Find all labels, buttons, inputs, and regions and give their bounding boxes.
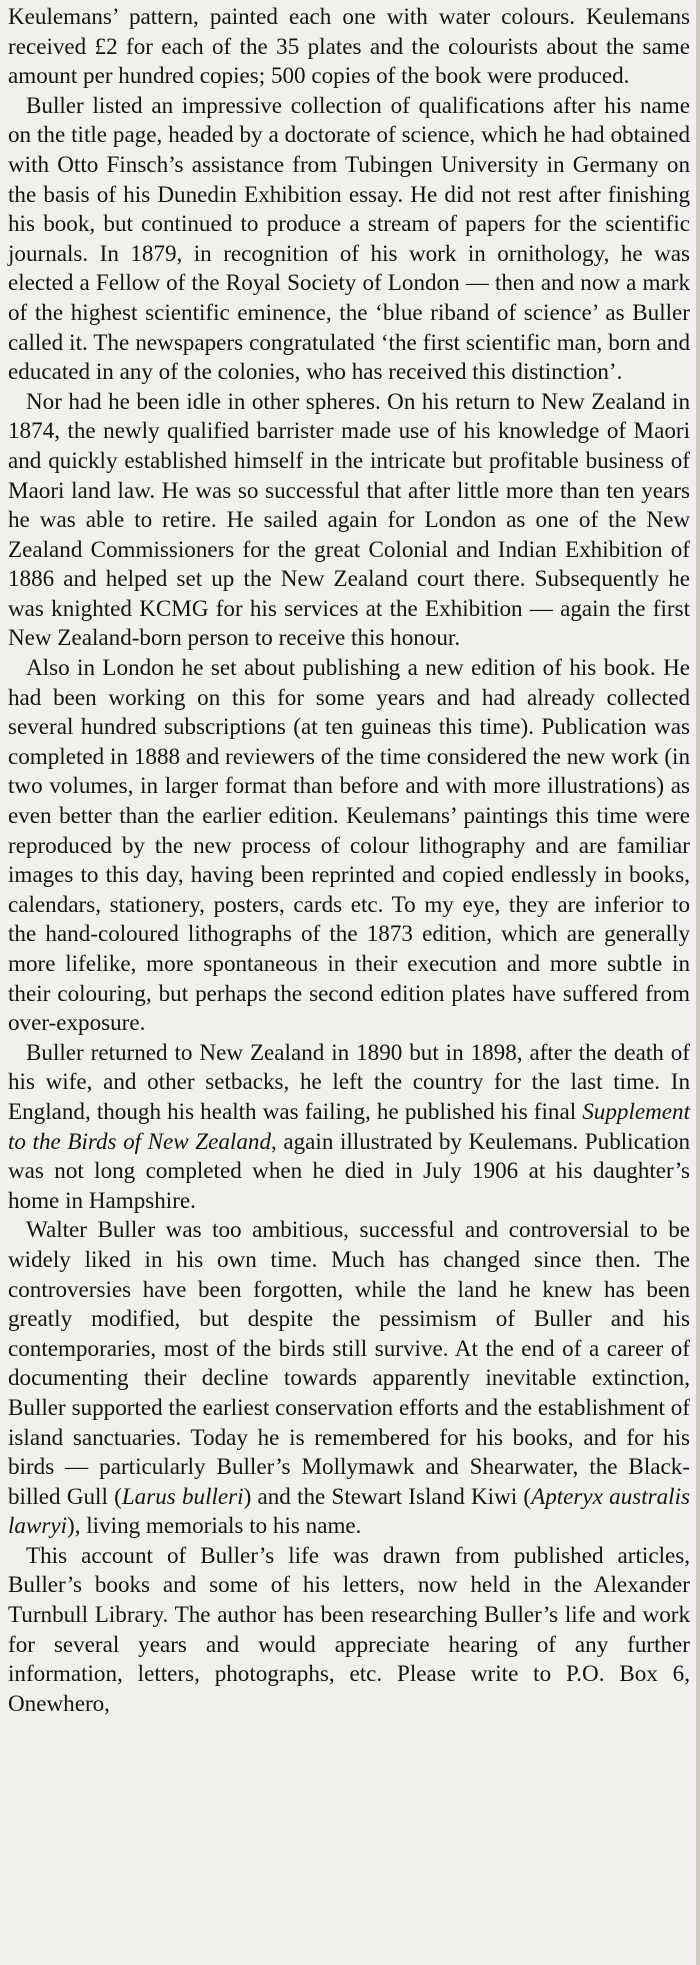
paragraph-text: Keulemans’ pattern, painted each one with water colours. Keulemans received £2 for each of the 35 plates and the colourists about the same amount per hundred copies; 500 copies of the book were produced. <box>8 3 690 89</box>
paragraph-text: Buller listed an impressive collection of qualifications after his name on the title page, headed by a doctorate of science, which he had obtained with Otto Finsch’s assistance from Tubingen University in Germany on the basis of his Dunedin Exhibition essay. He did not rest after finishing his book, but continued to produce a stream of papers for the scientific journals. In 1879, in recognition of his work in ornithology, he was elected a Fellow of the Royal Society of London — then and now a mark of the highest scientific eminence, the ‘blue riband of science’ as Buller called it. The newspapers congratulated ‘the first scientific man, born and educated in any of the colonies, who has received this distinction’. <box>8 91 690 385</box>
paragraph-author-note <box>8 1541 690 1719</box>
paragraph-qualifications <box>8 91 690 387</box>
paragraph-text: Walter Buller was too ambitious, successful and controversial to be widely liked in his own time. Much has changed since then. The controversies have been forgotten, while the land he knew has been greatly modified, but despite the pessimism of Buller and his contemporaries, most of the birds still survive. At the end of a career of documenting their decline towards apparently inevitable extinction, Buller supported the earliest conservation efforts and the establishment of island sanctuaries. Today he is remembered for his books, and for his birds — particularly Buller’s Mollymawk and Shearwater, the Black-billed Gull ( <box>8 1216 690 1509</box>
article-body <box>8 2 690 1718</box>
paragraph-legacy <box>8 1215 690 1541</box>
paragraph-text: Nor had he been idle in other spheres. On his return to New Zealand in 1874, the newly qualified barrister made use of his knowledge of Maori and quickly established himself in the intricate but profitable business of Maori land law. He was so successful that after little more than ten years he was able to retire. He sailed again for London as one of the New Zealand Commissioners for the great Colonial and Indian Exhibition of 1886 and helped set up the New Zealand court there. Subsequently he was knighted KCMG for his services at the Exhibition — again the first New Zealand-born person to receive this honour. <box>8 387 690 651</box>
book-title-italic: Supplement to the Birds of New Zealand <box>8 1097 690 1154</box>
paragraph-text: This account of Buller’s life was drawn from published articles, Buller’s books and some of his letters, now held in the Alexander Turnbull Library. The author has been researching Buller’s life and work for several years and would appreciate hearing of any further information, letters, photographs, etc. Please write to P.O. Box 6, Onewhero, <box>8 1541 690 1716</box>
paragraph-text: ) and the Stewart Island Kiwi ( <box>243 1482 532 1509</box>
paragraph-new-edition <box>8 653 690 1038</box>
page-edge <box>696 0 700 1965</box>
paragraph-text: ), living memorials to his name. <box>67 1512 362 1539</box>
paragraph-return-to-nz <box>8 1038 690 1216</box>
paragraph-text: Also in London he set about publishing a new edition of his book. He had been working on this for some years and had already collected several hundred subscriptions (at ten guineas this time). Publication was completed in 1888 and reviewers of the time considered the new work (in two volumes, in larger format than before and with more illustrations) as even better than the earlier edition. Keulemans’ paintings this time were reproduced by the new process of colour lithography and are familiar images to this day, having been reprinted and copied endlessly in books, calendars, stationery, posters, cards etc. To my eye, they are inferior to the hand-coloured lithographs of the 1873 edition, which are generally more lifelike, more spontaneous in their execution and more subtle in their colouring, but perhaps the second edition plates have suffered from over-exposure. <box>8 654 690 1036</box>
species-name-italic: Larus bulleri <box>121 1482 244 1509</box>
paragraph-text: Buller returned to New Zealand in 1890 but in 1898, after the death of his wife, and other setbacks, he left the country for the last time. In England, though his health was failing, he published his final <box>8 1038 690 1124</box>
species-name-italic: Apteryx australis lawryi <box>8 1482 691 1539</box>
paragraph-other-spheres <box>8 387 690 653</box>
paragraph-text: , again illustrated by Keulemans. Publication was not long completed when he died in July 1906 at his daughter’s home in Hampshire. <box>8 1127 690 1213</box>
paragraph-keulemans-pattern <box>8 2 690 91</box>
